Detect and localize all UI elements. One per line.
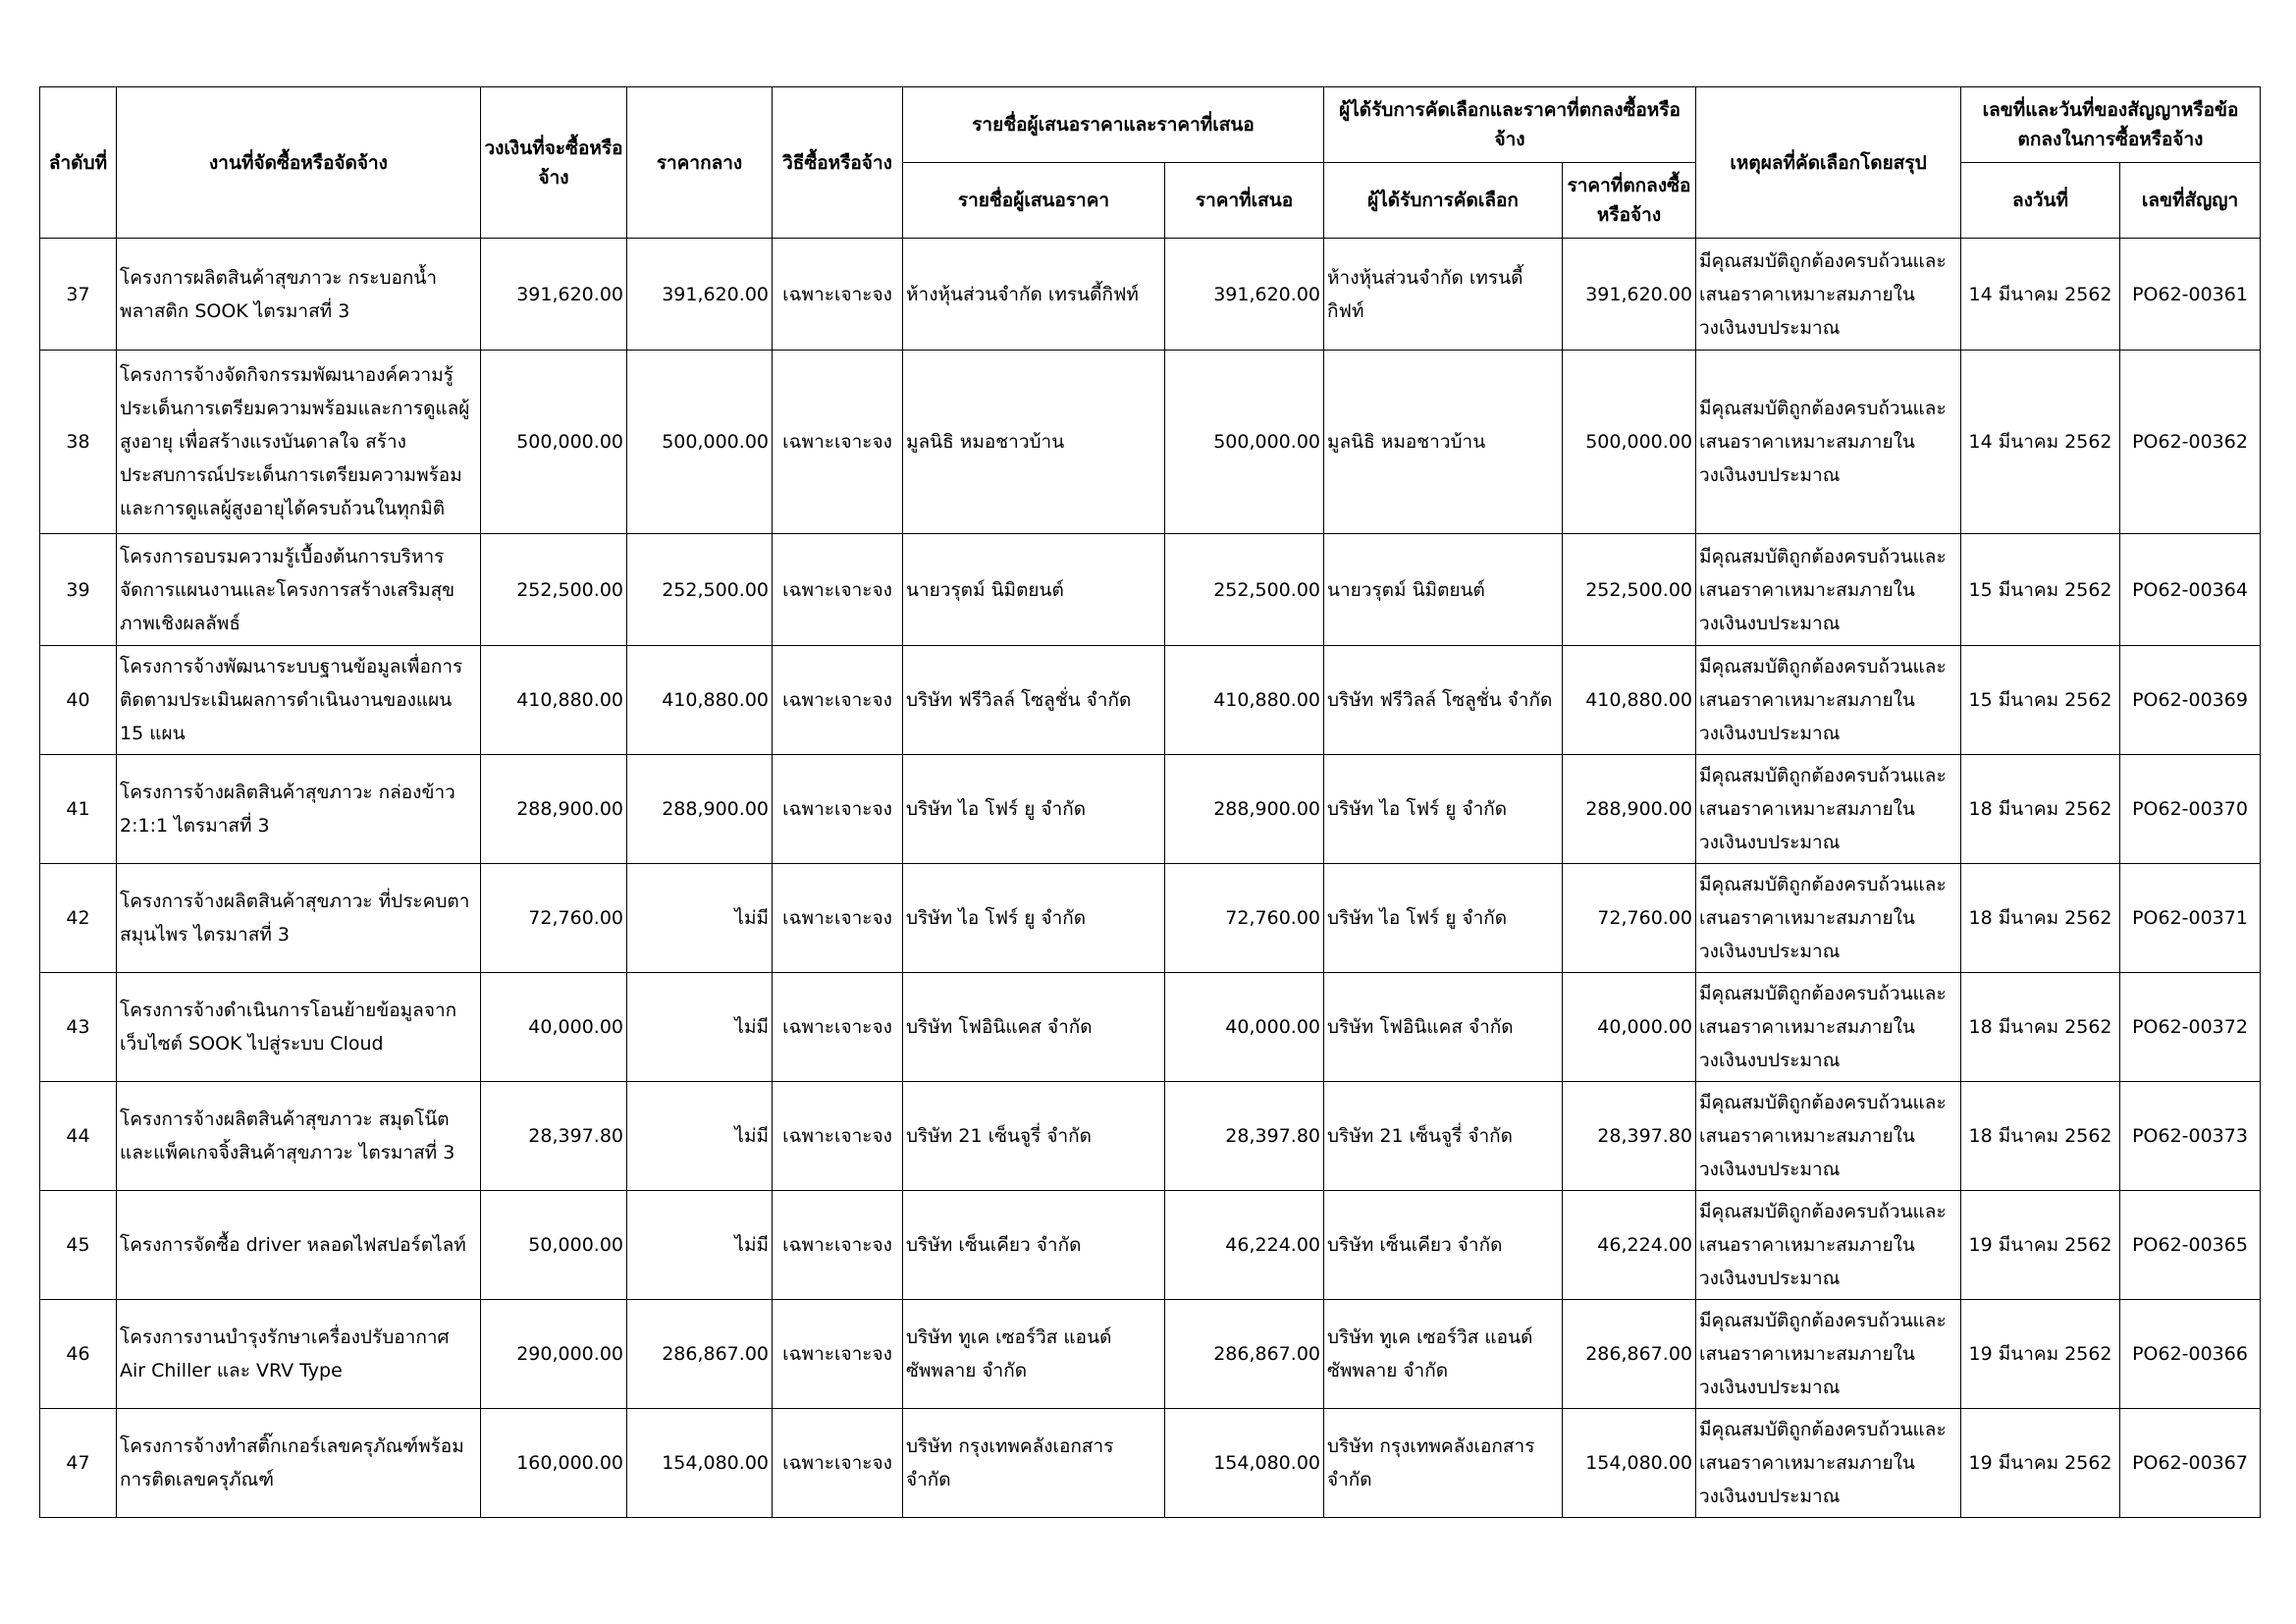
cell-selected-name: บริษัท เซ็นเคียว จำกัด [1324,1191,1563,1300]
cell-selected-name: บริษัท ไอ โฟร์ ยู จำกัด [1324,755,1563,864]
table-row [40,864,2261,973]
cell-no: 47 [40,1409,117,1518]
cell-budget: 500,000.00 [481,351,627,534]
cell-agreed-price: 410,880.00 [1563,646,1696,755]
cell-agreed-price: 500,000.00 [1563,351,1696,534]
header-contract-group: เลขที่และวันที่ของสัญญาหรือข้อตกลงในการซื้อหรือจ้าง [1961,87,2261,163]
cell-median-price: 410,880.00 [627,646,773,755]
cell-method: เฉพาะเจาะจง [773,646,903,755]
cell-project: โครงการจัดซื้อ driver หลอดไฟสปอร์ตไลท์ [117,1191,481,1300]
cell-reason: มีคุณสมบัติถูกต้องครบถ้วนและเสนอราคาเหมาะสมภายในวงเงินงบประมาณ [1696,1409,1961,1518]
cell-reason: มีคุณสมบัติถูกต้องครบถ้วนและเสนอราคาเหมาะสมภายในวงเงินงบประมาณ [1696,1191,1961,1300]
cell-median-price: 154,080.00 [627,1409,773,1518]
table-row [40,351,2261,534]
cell-contract-no: PO62-00370 [2120,755,2261,864]
cell-agreed-price: 391,620.00 [1563,239,1696,351]
cell-selected-name: ห้างหุ้นส่วนจำกัด เทรนดี้กิฟท์ [1324,239,1563,351]
cell-budget: 40,000.00 [481,973,627,1082]
cell-project: โครงการผลิตสินค้าสุขภาวะ กระบอกน้ำพลาสติก SOOK ไตรมาสที่ 3 [117,239,481,351]
cell-bidder-name: มูลนิธิ หมอชาวบ้าน [903,351,1165,534]
header-bidder-name: รายชื่อผู้เสนอราคา [903,163,1165,239]
header-project: งานที่จัดซื้อหรือจัดจ้าง [117,87,481,239]
cell-bidder-name: บริษัท ฟรีวิลล์ โซลูชั่น จำกัด [903,646,1165,755]
cell-reason: มีคุณสมบัติถูกต้องครบถ้วนและเสนอราคาเหมาะสมภายในวงเงินงบประมาณ [1696,755,1961,864]
cell-bid-price: 154,080.00 [1165,1409,1324,1518]
cell-bid-price: 410,880.00 [1165,646,1324,755]
header-contract-no: เลขที่สัญญา [2120,163,2261,239]
cell-selected-name: บริษัท โฟอินิแคส จำกัด [1324,973,1563,1082]
cell-reason: มีคุณสมบัติถูกต้องครบถ้วนและเสนอราคาเหมาะสมภายในวงเงินงบประมาณ [1696,1300,1961,1409]
cell-selected-name: นายวรุตม์ นิมิตยนต์ [1324,534,1563,646]
cell-bidder-name: บริษัท ไอ โฟร์ ยู จำกัด [903,755,1165,864]
cell-date: 18 มีนาคม 2562 [1961,755,2120,864]
table-row [40,1409,2261,1518]
cell-bidder-name: บริษัท ทูเค เซอร์วิส แอนด์ ซัพพลาย จำกัด [903,1300,1165,1409]
header-date: ลงวันที่ [1961,163,2120,239]
cell-bidder-name: บริษัท โฟอินิแคส จำกัด [903,973,1165,1082]
cell-method: เฉพาะเจาะจง [773,864,903,973]
cell-bid-price: 28,397.80 [1165,1082,1324,1191]
cell-bidder-name: ห้างหุ้นส่วนจำกัด เทรนดี้กิฟท์ [903,239,1165,351]
cell-method: เฉพาะเจาะจง [773,351,903,534]
cell-no: 39 [40,534,117,646]
cell-agreed-price: 28,397.80 [1563,1082,1696,1191]
cell-method: เฉพาะเจาะจง [773,1300,903,1409]
cell-project: โครงการจ้างผลิตสินค้าสุขภาวะ ที่ประคบตาสมุนไพร ไตรมาสที่ 3 [117,864,481,973]
cell-contract-no: PO62-00362 [2120,351,2261,534]
header-median-price: ราคากลาง [627,87,773,239]
cell-bid-price: 500,000.00 [1165,351,1324,534]
cell-budget: 288,900.00 [481,755,627,864]
cell-contract-no: PO62-00364 [2120,534,2261,646]
cell-selected-name: บริษัท ฟรีวิลล์ โซลูชั่น จำกัด [1324,646,1563,755]
cell-date: 19 มีนาคม 2562 [1961,1409,2120,1518]
cell-reason: มีคุณสมบัติถูกต้องครบถ้วนและเสนอราคาเหมาะสมภายในวงเงินงบประมาณ [1696,864,1961,973]
header-reason: เหตุผลที่คัดเลือกโดยสรุป [1696,87,1961,239]
cell-no: 46 [40,1300,117,1409]
cell-median-price: ไม่มี [627,864,773,973]
cell-median-price: 391,620.00 [627,239,773,351]
cell-method: เฉพาะเจาะจง [773,1191,903,1300]
cell-contract-no: PO62-00365 [2120,1191,2261,1300]
header-bid-price: ราคาที่เสนอ [1165,163,1324,239]
cell-contract-no: PO62-00372 [2120,973,2261,1082]
cell-median-price: 500,000.00 [627,351,773,534]
cell-bid-price: 72,760.00 [1165,864,1324,973]
table-row [40,1082,2261,1191]
cell-method: เฉพาะเจาะจง [773,1409,903,1518]
header-agreed-price: ราคาที่ตกลงซื้อหรือจ้าง [1563,163,1696,239]
table-row [40,239,2261,351]
cell-budget: 252,500.00 [481,534,627,646]
cell-median-price: 286,867.00 [627,1300,773,1409]
cell-project: โครงการจ้างจัดกิจกรรมพัฒนาองค์ความรู้ประเด็นการเตรียมความพร้อมและการดูแลผู้สูงอายุ เพื่อสร้างแรงบันดาลใจ สร้างประสบการณ์ประเด็นการเตรียมความพร้อมและการดูแลผู้สูงอายุได้ครบถ้วนในทุกมิติ [117,351,481,534]
cell-reason: มีคุณสมบัติถูกต้องครบถ้วนและเสนอราคาเหมาะสมภายในวงเงินงบประมาณ [1696,1082,1961,1191]
cell-no: 44 [40,1082,117,1191]
cell-project: โครงการจ้างผลิตสินค้าสุขภาวะ สมุดโน๊ตและแพ็คเกจจิ้งสินค้าสุขภาวะ ไตรมาสที่ 3 [117,1082,481,1191]
cell-agreed-price: 72,760.00 [1563,864,1696,973]
cell-bidder-name: บริษัท 21 เซ็นจูรี่ จำกัด [903,1082,1165,1191]
cell-reason: มีคุณสมบัติถูกต้องครบถ้วนและเสนอราคาเหมาะสมภายในวงเงินงบประมาณ [1696,646,1961,755]
cell-median-price: ไม่มี [627,1191,773,1300]
cell-project: โครงการอบรมความรู้เบื้องต้นการบริหารจัดการแผนงานและโครงการสร้างเสริมสุขภาพเชิงผลลัพธ์ [117,534,481,646]
cell-median-price: ไม่มี [627,1082,773,1191]
cell-agreed-price: 40,000.00 [1563,973,1696,1082]
cell-agreed-price: 46,224.00 [1563,1191,1696,1300]
cell-bidder-name: บริษัท เซ็นเคียว จำกัด [903,1191,1165,1300]
table-row [40,1300,2261,1409]
cell-date: 14 มีนาคม 2562 [1961,351,2120,534]
cell-selected-name: บริษัท ทูเค เซอร์วิส แอนด์ ซัพพลาย จำกัด [1324,1300,1563,1409]
table-row [40,646,2261,755]
cell-budget: 50,000.00 [481,1191,627,1300]
cell-date: 15 มีนาคม 2562 [1961,646,2120,755]
cell-median-price: 288,900.00 [627,755,773,864]
cell-method: เฉพาะเจาะจง [773,755,903,864]
cell-contract-no: PO62-00361 [2120,239,2261,351]
cell-date: 18 มีนาคม 2562 [1961,973,2120,1082]
cell-bidder-name: บริษัท กรุงเทพคลังเอกสาร จำกัด [903,1409,1165,1518]
header-selected-group: ผู้ได้รับการคัดเลือกและราคาที่ตกลงซื้อหรือจ้าง [1324,87,1696,163]
cell-contract-no: PO62-00366 [2120,1300,2261,1409]
cell-project: โครงการจ้างผลิตสินค้าสุขภาวะ กล่องข้าว 2:1:1 ไตรมาสที่ 3 [117,755,481,864]
cell-method: เฉพาะเจาะจง [773,1082,903,1191]
table-row [40,1191,2261,1300]
cell-method: เฉพาะเจาะจง [773,973,903,1082]
cell-bid-price: 252,500.00 [1165,534,1324,646]
cell-reason: มีคุณสมบัติถูกต้องครบถ้วนและเสนอราคาเหมาะสมภายในวงเงินงบประมาณ [1696,351,1961,534]
cell-reason: มีคุณสมบัติถูกต้องครบถ้วนและเสนอราคาเหมาะสมภายในวงเงินงบประมาณ [1696,239,1961,351]
cell-contract-no: PO62-00369 [2120,646,2261,755]
cell-selected-name: มูลนิธิ หมอชาวบ้าน [1324,351,1563,534]
cell-date: 18 มีนาคม 2562 [1961,864,2120,973]
cell-bid-price: 40,000.00 [1165,973,1324,1082]
header-bidders-group: รายชื่อผู้เสนอราคาและราคาที่เสนอ [903,87,1324,163]
cell-budget: 391,620.00 [481,239,627,351]
cell-reason: มีคุณสมบัติถูกต้องครบถ้วนและเสนอราคาเหมาะสมภายในวงเงินงบประมาณ [1696,534,1961,646]
cell-budget: 72,760.00 [481,864,627,973]
cell-contract-no: PO62-00371 [2120,864,2261,973]
cell-reason: มีคุณสมบัติถูกต้องครบถ้วนและเสนอราคาเหมาะสมภายในวงเงินงบประมาณ [1696,973,1961,1082]
header-no: ลำดับที่ [40,87,117,239]
header-budget: วงเงินที่จะซื้อหรือจ้าง [481,87,627,239]
cell-budget: 28,397.80 [481,1082,627,1191]
table-row [40,755,2261,864]
cell-no: 40 [40,646,117,755]
cell-contract-no: PO62-00373 [2120,1082,2261,1191]
cell-median-price: 252,500.00 [627,534,773,646]
cell-selected-name: บริษัท ไอ โฟร์ ยู จำกัด [1324,864,1563,973]
table-row [40,534,2261,646]
cell-no: 45 [40,1191,117,1300]
cell-agreed-price: 252,500.00 [1563,534,1696,646]
header-selected-name: ผู้ได้รับการคัดเลือก [1324,163,1563,239]
procurement-table [39,86,2261,1518]
cell-no: 38 [40,351,117,534]
cell-selected-name: บริษัท กรุงเทพคลังเอกสาร จำกัด [1324,1409,1563,1518]
cell-no: 43 [40,973,117,1082]
cell-no: 37 [40,239,117,351]
cell-bid-price: 391,620.00 [1165,239,1324,351]
cell-project: โครงการจ้างดำเนินการโอนย้ายข้อมูลจากเว็บไซต์ SOOK ไปสู่ระบบ Cloud [117,973,481,1082]
cell-date: 15 มีนาคม 2562 [1961,534,2120,646]
cell-median-price: ไม่มี [627,973,773,1082]
cell-budget: 160,000.00 [481,1409,627,1518]
cell-contract-no: PO62-00367 [2120,1409,2261,1518]
cell-no: 41 [40,755,117,864]
table-row [40,973,2261,1082]
cell-date: 19 มีนาคม 2562 [1961,1300,2120,1409]
cell-bid-price: 288,900.00 [1165,755,1324,864]
cell-date: 14 มีนาคม 2562 [1961,239,2120,351]
cell-project: โครงการจ้างทำสติ๊กเกอร์เลขครุภัณฑ์พร้อมการติดเลขครุภัณฑ์ [117,1409,481,1518]
cell-bid-price: 46,224.00 [1165,1191,1324,1300]
cell-project: โครงการงานบำรุงรักษาเครื่องปรับอากาศ Air Chiller และ VRV Type [117,1300,481,1409]
cell-no: 42 [40,864,117,973]
cell-bidder-name: นายวรุตม์ นิมิตยนต์ [903,534,1165,646]
cell-date: 19 มีนาคม 2562 [1961,1191,2120,1300]
cell-date: 18 มีนาคม 2562 [1961,1082,2120,1191]
cell-agreed-price: 288,900.00 [1563,755,1696,864]
cell-agreed-price: 286,867.00 [1563,1300,1696,1409]
cell-bidder-name: บริษัท ไอ โฟร์ ยู จำกัด [903,864,1165,973]
cell-budget: 410,880.00 [481,646,627,755]
header-method: วิธีซื้อหรือจ้าง [773,87,903,239]
cell-agreed-price: 154,080.00 [1563,1409,1696,1518]
cell-bid-price: 286,867.00 [1165,1300,1324,1409]
cell-method: เฉพาะเจาะจง [773,239,903,351]
cell-method: เฉพาะเจาะจง [773,534,903,646]
cell-selected-name: บริษัท 21 เซ็นจูรี่ จำกัด [1324,1082,1563,1191]
cell-project: โครงการจ้างพัฒนาระบบฐานข้อมูลเพื่อการติดตามประเมินผลการดำเนินงานของแผน 15 แผน [117,646,481,755]
cell-budget: 290,000.00 [481,1300,627,1409]
